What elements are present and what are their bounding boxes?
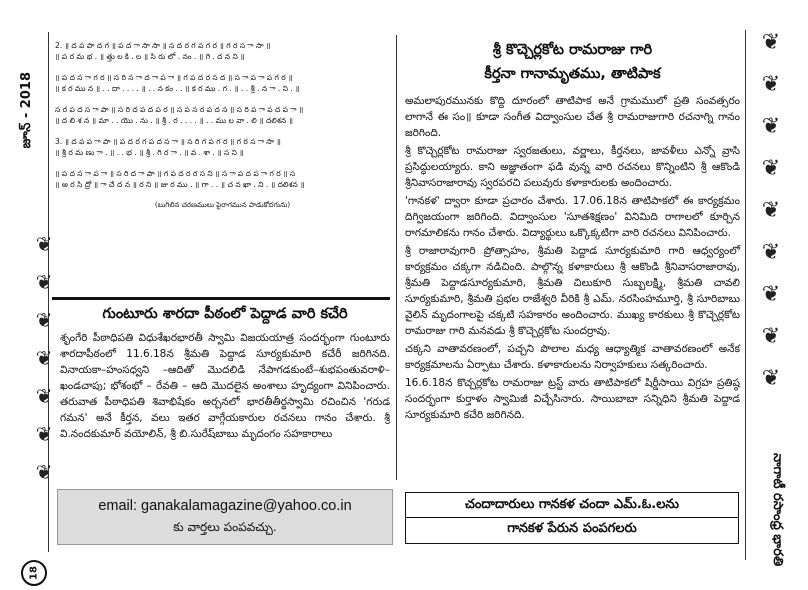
flourish-icon: ❦ [761, 324, 781, 349]
flourish-icon: ❦ [761, 282, 781, 307]
subscription-notice-box [405, 492, 739, 544]
box-divider [406, 517, 738, 518]
notation-group [55, 40, 390, 126]
article-paragraph: చక్కని వాతావరణంలో, పచ్చని పొలాల మధ్య ఆధ్యాత్మిక వాతావరణంలో అనేక కార్యక్రమాలను ఏర్పాటు చేశారు. కళాకారులను నిర్వాహకులు సత్కరించారు. [405, 343, 740, 371]
notation-line: ॥ క ర ము న ॥ . . దా . . . . ॥ . . న కం . . ॥ క ర ము . గ . ॥ . . శ్రీ . న ా . ని . ॥ [55, 84, 300, 93]
email-address: email: ganakalamagazine@yahoo.co.in [98, 498, 352, 514]
flourish-icon: ❦ [35, 422, 53, 446]
flourish-icon: ❦ [761, 156, 781, 181]
notation-line: ॥ ప ద స ా ప ా ॥ స రి ద ా పా ॥ గ ప ద ర ర స ని ॥ స ా ప ద ప ా గ ర ॥ స [55, 169, 296, 178]
notation-group [55, 136, 390, 190]
flourish-icon: ❦ [761, 240, 781, 265]
email-contact-box [57, 489, 393, 545]
section-divider [52, 297, 390, 300]
notation-line: ॥ అ ర సి ద్రో ॥ ా చే ద న ॥ ర ని ॥ జు ర ము . ॥ గా . . ॥ చ న ఖా . ని . ॥ దలిశన ॥ [55, 180, 305, 189]
decorative-border [32, 232, 56, 552]
guntur-article-body: శృంగేరి పీఠాధిపతి విధుశేఖరభారతీ స్వామి విజయయాత్ర సందర్భంగా గుంటూరు శారదాపీఠంలో 11.6.18న శ్రీమతి పెద్దాడ సూర్యకుమారి కచేరీ జరిగినది. వినాయకా–హంసధ్వని –ఆదితో మొదలిడి నేపాగడకుంటే–శుభపంతువరాళి–ఖండచాపు; భోశంభో – రేవతి – ఆది మొదలైన అంశాలు హృద్యంగా వినిపించారు. తరువాత పీఠాధిపతి శివాభిషేకం అర్చనలో భారతీతీర్థస్వామి రచించిన 'గరుడ గమన' అనే కీర్తన, వలు ఇతర వాగ్గేయకారుల రచనలు గానం చేశారు. శ్రీ వి.నందకుమార్ వయోలిన్, శ్రీ బి.సురేష్‌బాబు మృదంగం సహకారాలు [60, 332, 390, 440]
flourish-icon: ❦ [761, 198, 781, 223]
music-notation-block [55, 40, 390, 211]
subscription-line-1: చందాదారులు గానకళ చందా ఎమ్.ఓ.లను [464, 497, 680, 512]
right-margin-strip [745, 30, 796, 567]
issue-month-label: జూన్ - 2018 [19, 72, 34, 149]
article-paragraph: 16.6.18న కొచ్చర్లకోట రామరాజు ట్రస్ట్ వారు తాటిపాకలో షిర్డీసాయి విగ్రహ ప్రతిష్ఠ సందర్భంగా కుర్తాళం స్వామిజీ విచ్చేసినారు. సాయిబాబా సన్నిధిని శ్రీమతి పెద్దాడ సూర్యకుమారి కచేరి జరిగినది. [405, 377, 740, 421]
left-margin-strip [14, 32, 53, 580]
article-paragraph: శ్రీ రాజారావుగారి ప్రోత్సాహం, శ్రీమతి పెద్దాడ సూర్యకుమారి గారి ఆధ్వర్యంలో కార్యక్రమం చక్కగా నడిచింది. పాల్గొన్న కళాకారులు శ్రీ ఆకొండి శ్రీనివాసరాజారావు, శ్రీమతి పెద్దాడసూర్యకుమారి, శ్రీమతి చిలుకూరి సుబ్బలక్ష్మి, శ్రీమతి చావలి సూర్యకుమారి, శ్రీమతి ప్రభల రాజేశ్వరి వీరికి శ్రీ ఎమ్. నరసింహమూర్తి, శ్రీ సూరిబాబు వైలిన్ మృదంగాలపై చక్కటి సహకారం అందించారు. ముఖ్య కారకులు శ్రీ కొచ్చెర్లకోట రామరాజు గారి మనవడు శ్రీ కొచ్చెర్లకోట సుందర్రావు. [405, 245, 740, 337]
flourish-icon: ❦ [761, 114, 781, 139]
article-paragraph: 'గానకళ' ద్వారా కూడా ప్రచారం చేశారు. 17.06.18న తాటిపాకలో ఈ కార్యక్రమం దిగ్విజయంగా జరిగింది. విద్వాంసుల 'సూతశిక్షణం' వినిమిది రాగాలలో కూర్చిన రాగమాలికను గానం చేశారు. విద్యార్థులు ఒక్కొక్కటిగా వారి రచనలు వినిపించారు. [405, 195, 740, 239]
decorative-border [746, 30, 796, 408]
flourish-icon: ❦ [35, 308, 53, 332]
flourish-icon: ❦ [35, 384, 53, 408]
article-paragraph: అమలాపురమునకు కొద్ది దూరంలో తాటిపాక అనే గ్రామములో ప్రతి సంవత్సరం లాగానే ఈ సం॥ కూడా సంగీత విద్వాంసుల చేత శ్రీ రామరాజుగారి రచనాగ్ని గానం జరిగింది. [405, 95, 740, 139]
article-title: శ్రీ కొచ్చెర్లకోట రామరాజు గారి [492, 42, 653, 58]
guntur-article-title: గుంటూరు శారదా పీఠంలో పెద్దాడ వారి కచేరి [102, 306, 348, 322]
notation-line: ॥ ద లి శ న ॥ మా . . యొ . ను . ॥ శ్రీ . ర . . . . ॥ . . ము ల వా . లి ॥ దలిశన ॥ [55, 116, 294, 125]
notation-line: 2. ॥ ద ప పా ద గ ॥ ప ద ా సా సా ॥ స ద ర గ ప గ ర ॥ గ ర స ా సా ॥ [55, 41, 271, 50]
flourish-icon: ❦ [761, 366, 781, 391]
flourish-icon: ❦ [35, 232, 53, 256]
article-subtitle: కీర్తనా గానామృతము, తాటిపాక [484, 66, 661, 82]
flourish-icon: ❦ [761, 72, 781, 97]
notation-line: స ర ప ద స ా పా ॥ స రి ద ప ద ప ర ॥ స ప స ర ప ద స ॥ స రి ప ా ప ద ప ా ॥ [55, 105, 304, 114]
flourish-icon: ❦ [35, 346, 53, 370]
page-number: 18 [21, 560, 47, 586]
flourish-icon: ❦ [35, 460, 53, 484]
article-body [405, 93, 740, 425]
email-note: కు వార్తలు పంపవచ్చు. [173, 520, 277, 534]
notation-line: 3. ॥ ద ప ప ా పా ॥ ప ద ర గ ప ద స ా ॥ స రి గ ప గ ర ॥ గ ర స ా సా ॥ [55, 137, 281, 146]
subscription-line-2: గానకళ పేరున పంపగలరు [507, 521, 637, 536]
notation-line: ॥ ప ర మ భ . ॥ త్తు ల కి . ల ॥ సి రు లో . నం . ॥ గె . ద న ని ॥ [55, 52, 245, 61]
article-paragraph: శ్రీ కొచ్చెర్లకోట రామరాజు స్వరజతులు, వర్ణాలు, కీర్తనలు, జావళీలు ఎన్నో వ్రాసి ప్రసిద్ధులయ్యారు. కాని అజ్ఞాతంగా ఫడి వున్న వారి రచనలు కొన్నింటిని శ్రీ ఆకొండి శ్రీనివాసరాజారావు స్వరపరచి పలువురు కళాకారులకు అందించారు. [405, 145, 740, 189]
flourish-icon: ❦ [761, 30, 781, 55]
notation-caption: (బుగిలిన చరణములు పైరాగమున పాడుకోదగును) [154, 201, 291, 209]
notation-line: ॥ ప ద స ా గ ర ॥ స రి స ా ద ా ప ా ॥ గ ప ద ర స ద ॥ స ా ప ా ప గ ర ॥ [55, 73, 293, 82]
magazine-name-vertical: నాగాటీ రసాంధ్ర భారతి [770, 453, 785, 567]
column-divider [396, 35, 397, 480]
notation-line: ॥ శ్రీ ర మ ణు ా . ॥ . . భ . ॥ శ్రీ . గి ర ా . ॥ వ . శా . ॥ స ని ॥ [55, 148, 244, 157]
flourish-icon: ❦ [35, 270, 53, 294]
